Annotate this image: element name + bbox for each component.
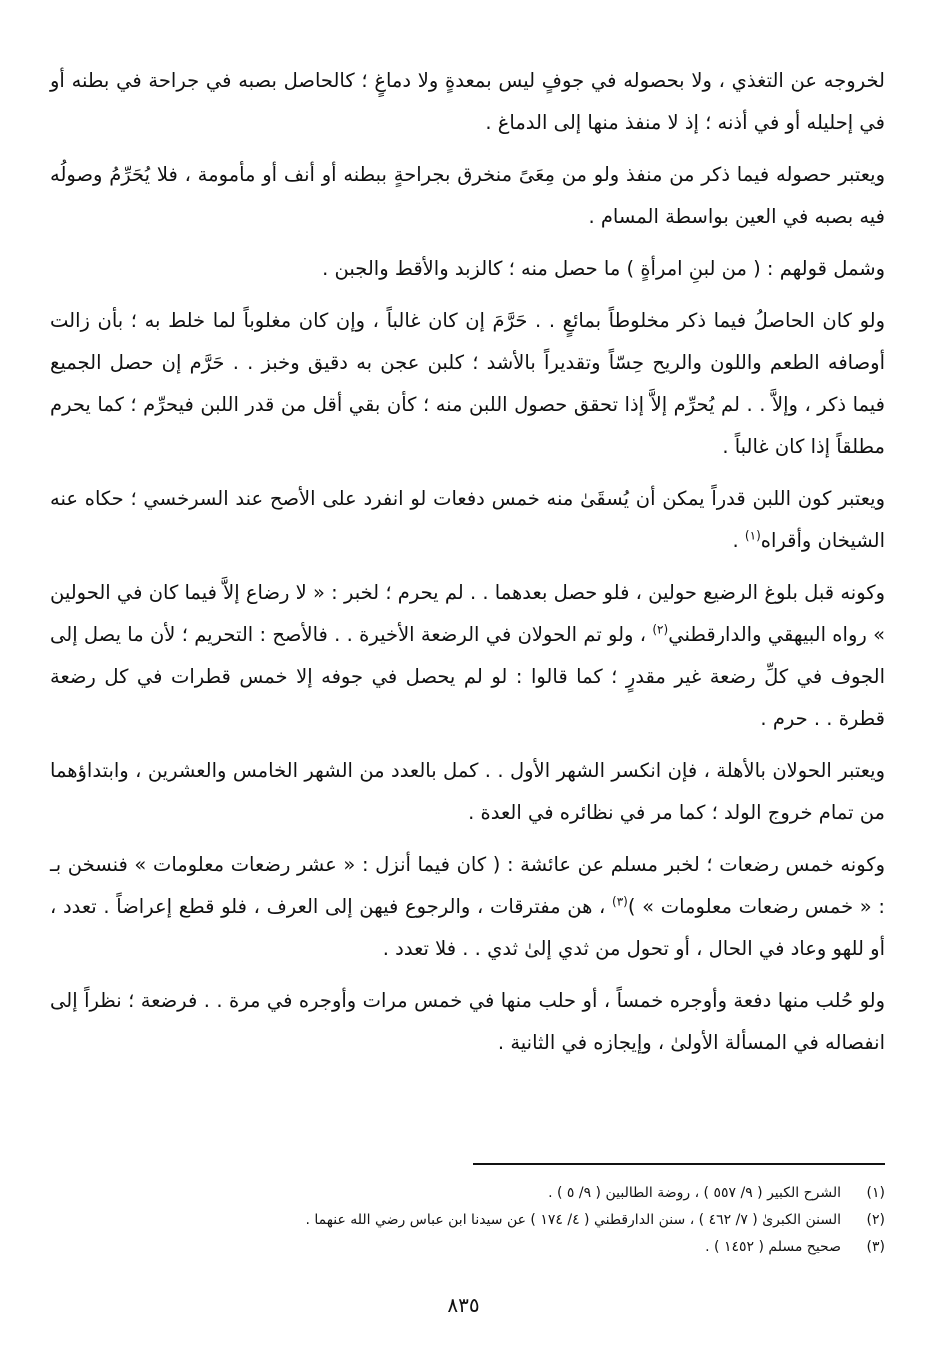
footnotes-section bbox=[50, 1180, 885, 1261]
footnote-3 bbox=[50, 1234, 885, 1261]
paragraph-6-text: وكونه قبل بلوغ الرضيع حولين ، فلو حصل بعدهما . . لم يحرم ؛ لخبر : « لا رضاع إلاَّ فيما كان في الحولين » رواه البيهقي والدارقطني bbox=[50, 581, 885, 646]
page-number: ٨٣٥ bbox=[447, 1293, 480, 1317]
paragraph-5-end: . bbox=[732, 529, 745, 552]
paragraph-8-continuation: ، هن مفترقات ، والرجوع فيهن إلى العرف ، فلو قطع إعراضاً . تعدد ، أو للهو وعاد في الحال ، أو تحول من ثدي إلىٰ ثدي . . فلا تعدد . bbox=[50, 895, 885, 960]
paragraph-8 bbox=[50, 844, 885, 970]
footnote-1-number: (١) bbox=[866, 1185, 885, 1201]
footnote-marker-1[interactable]: (١) bbox=[744, 528, 761, 543]
footnote-2-number: (٢) bbox=[866, 1212, 885, 1228]
paragraph-3-text: وشمل قولهم : ( من لبنِ امرأةٍ ) ما حصل منه ؛ كالزبد والأقط والجبن . bbox=[322, 257, 885, 280]
paragraph-1-text: لخروجه عن التغذي ، ولا بحصوله في جوفٍ ليس بمعدةٍ ولا دماغٍ ؛ كالحاصل بصبه في جراحة في بطنه أو في إحليله أو في أذنه ؛ إذ لا منفذ منها إلى الدماغ . bbox=[50, 69, 885, 134]
footnote-marker-3[interactable]: (٣) bbox=[612, 894, 628, 909]
paragraph-5-text: ويعتبر كون اللبن قدراً يمكن أن يُسقَىٰ منه خمس دفعات لو انفرد على الأصح عند السرخسي ؛ حكاه عنه الشيخان وأقراه bbox=[50, 487, 885, 552]
footnote-1 bbox=[50, 1180, 885, 1207]
paragraph-7-text: ويعتبر الحولان بالأهلة ، فإن انكسر الشهر الأول . . كمل بالعدد من الشهر الخامس والعشرين ، وابتداؤهما من تمام خروج الولد ؛ كما مر في نظائره في العدة . bbox=[50, 759, 885, 824]
paragraph-9-text: ولو حُلب منها دفعة وأوجره خمساً ، أو حلب منها في خمس مرات وأوجره في مرة . . فرضعة ؛ نظراً إلى انفصاله في المسألة الأولىٰ ، وإيجازه في الثانية . bbox=[50, 989, 885, 1054]
paragraph-2 bbox=[50, 154, 885, 238]
paragraph-4-text: ولو كان الحاصلُ فيما ذكر مخلوطاً بمائعٍ . . حَرَّمَ إن كان غالباً ، وإن كان مغلوباً لما خلط به ؛ بأن زالت أوصافه الطعم واللون والريح حِسّاً وتقديراً بالأشد ؛ كلبن عجن به دقيق وخبز . . حَرَّم إن حصل الجميع فيما ذكر ، وإلاَّ . . لم يُحرِّم إلاَّ إذا تحقق حصول اللبن منه ؛ كأن بقي أقل من قدر اللبن فيحرِّم ؛ كما يحرم مطلقاً إذا كان غالباً . bbox=[50, 309, 885, 458]
paragraph-2-text: ويعتبر حصوله فيما ذكر من منفذ ولو من مِعَىً منخرق بجراحةٍ ببطنه أو أنف أو مأمومة ، فلا يُحَرِّمُ وصولُه فيه بصبه في العين بواسطة المسام . bbox=[50, 163, 885, 228]
paragraph-6 bbox=[50, 572, 885, 740]
footnote-3-text: صحيح مسلم ( ١٤٥٢ ) . bbox=[705, 1239, 841, 1255]
paragraph-1 bbox=[50, 60, 885, 144]
paragraph-7 bbox=[50, 750, 885, 834]
paragraph-5 bbox=[50, 478, 885, 562]
footnote-1-text: الشرح الكبير ( ٩/ ٥٥٧ ) ، روضة الطالبين ( ٩/ ٥ ) . bbox=[548, 1185, 841, 1201]
paragraph-9 bbox=[50, 980, 885, 1064]
footnote-3-number: (٣) bbox=[866, 1239, 885, 1255]
page-body bbox=[50, 60, 885, 1074]
paragraph-3 bbox=[50, 248, 885, 290]
footnote-2-text: السنن الكبرىٰ ( ٧/ ٤٦٢ ) ، سنن الدارقطني ( ٤/ ١٧٤ ) عن سيدنا ابن عباس رضي الله عنهما . bbox=[305, 1212, 841, 1228]
paragraph-8-text: وكونه خمس رضعات ؛ لخبر مسلم عن عائشة : ( كان فيما أنزل : « عشر رضعات معلومات » فنسخن بـ : « خمس رضعات معلومات » ) bbox=[50, 853, 885, 918]
paragraph-6-continuation: ، ولو تم الحولان في الرضعة الأخيرة . . فالأصح : التحريم ؛ لأن ما يصل إلى الجوف في كلِّ رضعة غير مقدرٍ ؛ كما قالوا : لو لم يحصل في جوفه إلا خمس قطرات في كل رضعة قطرة . . حرم . bbox=[50, 623, 885, 730]
footnote-divider bbox=[473, 1163, 885, 1165]
footnote-2 bbox=[50, 1207, 885, 1234]
footnote-marker-2[interactable]: (٢) bbox=[652, 622, 669, 637]
paragraph-4 bbox=[50, 300, 885, 468]
